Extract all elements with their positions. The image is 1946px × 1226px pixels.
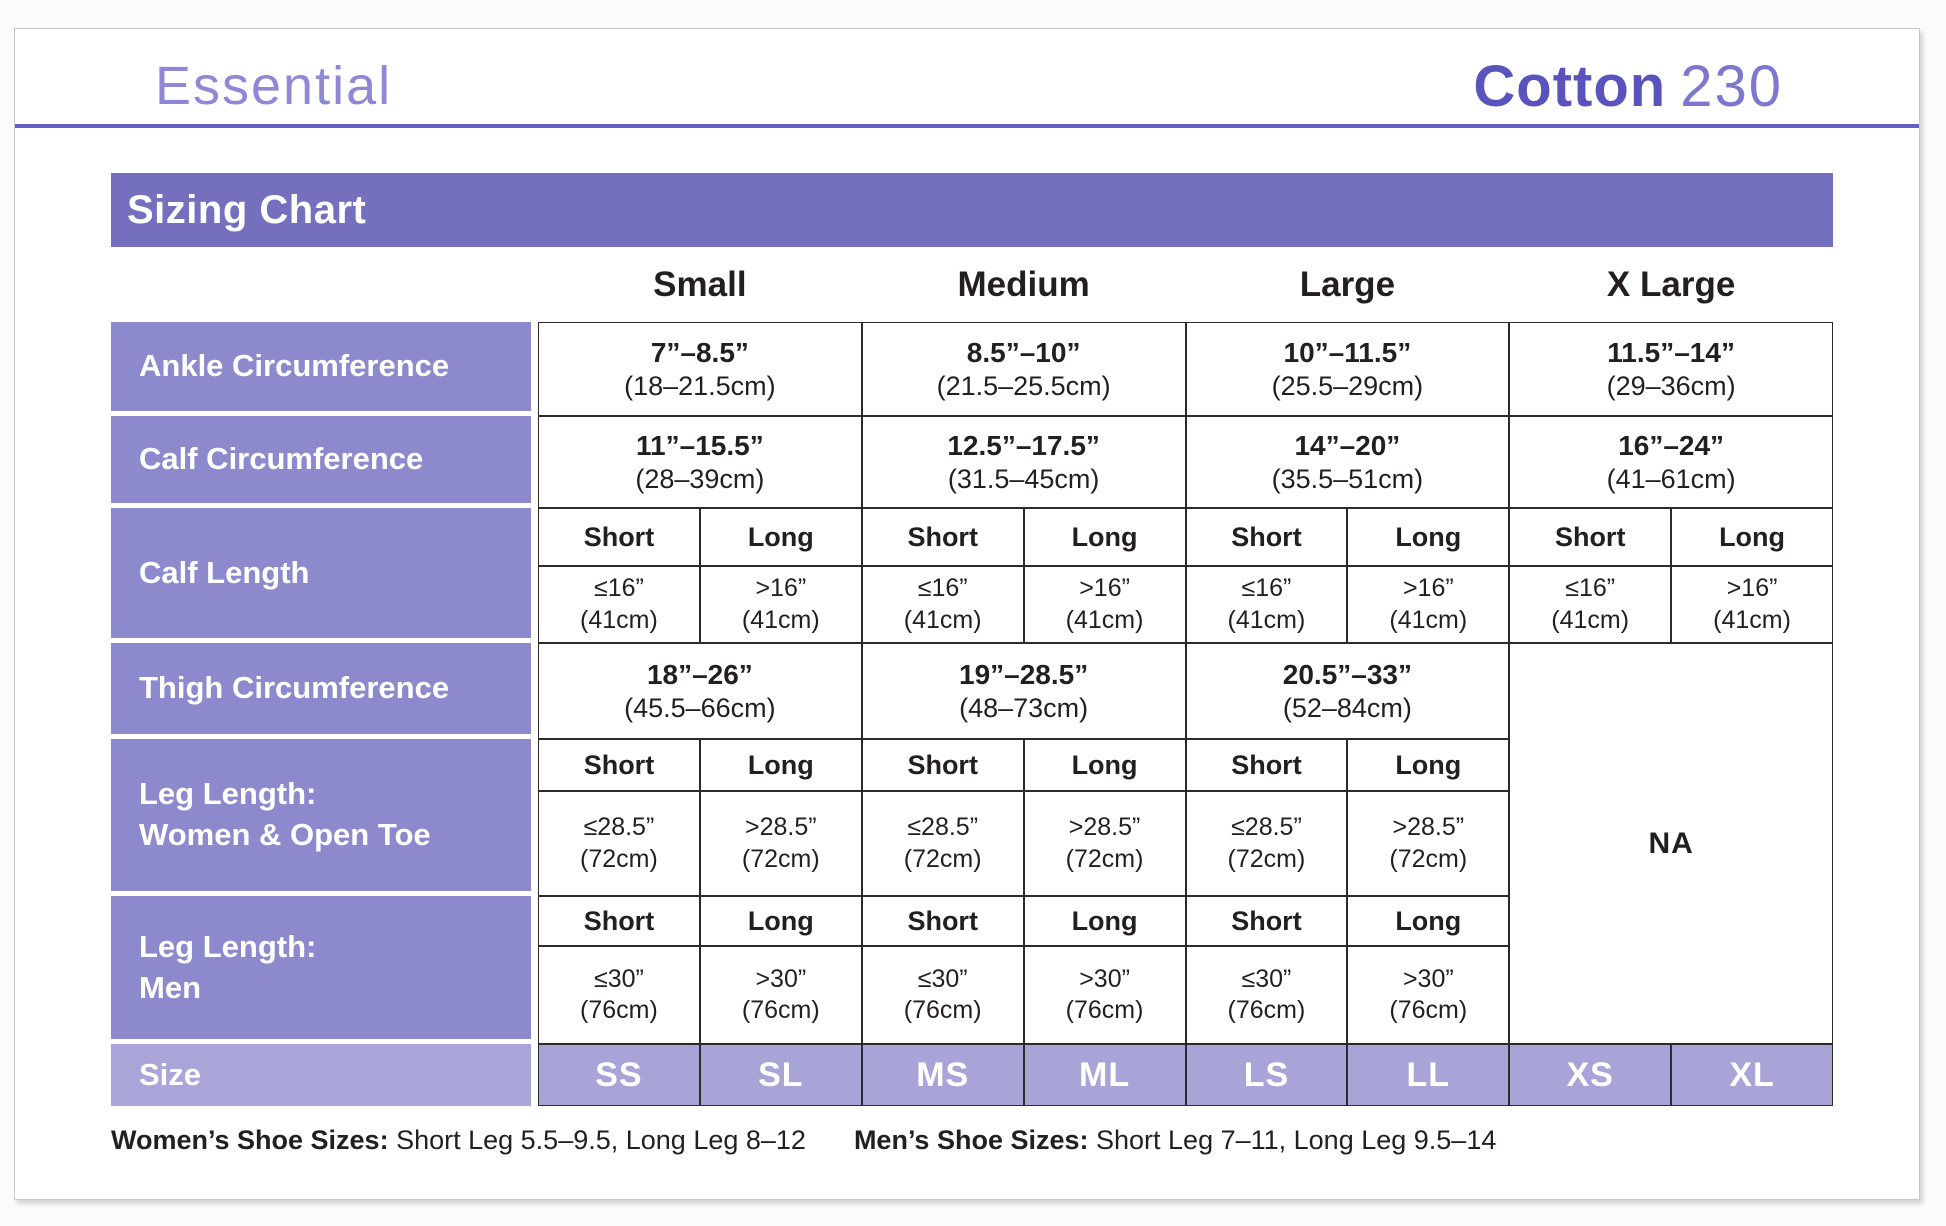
sizing-table: [111, 322, 1833, 1106]
calf-length-medium-long-header: Long: [1024, 508, 1186, 566]
calf-length-medium-short-header: Short: [862, 508, 1024, 566]
calf-length-large-long-value: >16” (41cm): [1347, 566, 1509, 643]
ankle-xlarge-value: 11.5”–14” (29–36cm): [1509, 322, 1833, 416]
row-label-calf-length: [111, 508, 538, 643]
leg-men-medium-short-value: ≤30” (76cm): [862, 946, 1024, 1044]
leg-women-large-short-value: ≤28.5” (72cm): [1186, 791, 1348, 896]
calf-length-small-short-header: Short: [538, 508, 700, 566]
leg-women-large-short-header: Short: [1186, 739, 1348, 791]
calf-length-medium-long-value: >16” (41cm): [1024, 566, 1186, 643]
leg-women-medium-long-header: Long: [1024, 739, 1186, 791]
column-header-small: Small: [653, 264, 747, 304]
column-header-xlarge: X Large: [1606, 264, 1736, 304]
row-label-ankle-circumference: [111, 322, 538, 416]
leg-men-medium-long-header: Long: [1024, 896, 1186, 946]
leg-men-small-short-value: ≤30” (76cm): [538, 946, 700, 1044]
leg-women-small-short-header: Short: [538, 739, 700, 791]
row-label-size: [111, 1044, 538, 1106]
leg-women-medium-short-value: ≤28.5” (72cm): [862, 791, 1024, 896]
thigh-small-value: 18”–26” (45.5–66cm): [538, 643, 862, 739]
document-page: [14, 28, 1920, 1200]
size-cell-ml: ML: [1024, 1044, 1186, 1106]
product-title: [1473, 53, 1783, 120]
column-header-medium: Medium: [957, 264, 1090, 304]
thigh-medium-value: 19”–28.5” (48–73cm): [862, 643, 1186, 739]
size-cell-ll: LL: [1347, 1044, 1509, 1106]
calf-length-large-short-value: ≤16” (41cm): [1186, 566, 1348, 643]
calf-length-small-short-value: ≤16” (41cm): [538, 566, 700, 643]
calf-length-medium-short-value: ≤16” (41cm): [862, 566, 1024, 643]
calf-length-large-short-header: Short: [1186, 508, 1348, 566]
leg-men-large-long-header: Long: [1347, 896, 1509, 946]
row-label-text: Leg Length:: [139, 928, 317, 964]
row-label-text: Leg Length:: [139, 776, 317, 812]
calf-length-small-long-header: Long: [700, 508, 862, 566]
women-shoe-sizes: Women’s Shoe Sizes: Short Leg 5.5–9.5, Long Leg 8–12: [111, 1125, 806, 1155]
leg-women-small-long-header: Long: [700, 739, 862, 791]
leg-men-small-short-header: Short: [538, 896, 700, 946]
size-cell-sl: SL: [700, 1044, 862, 1106]
brand-title: Essential: [155, 56, 393, 116]
leg-men-medium-long-value: >30” (76cm): [1024, 946, 1186, 1044]
row-label-text: Thigh Circumference: [139, 670, 450, 706]
men-shoe-sizes: Men’s Shoe Sizes: Short Leg 7–11, Long Leg 9.5–14: [853, 1125, 1497, 1155]
row-label-calf-circumference: [111, 416, 538, 508]
calf-length-small-long-value: >16” (41cm): [700, 566, 862, 643]
size-column-headers: [111, 247, 1833, 322]
product-name: Cotton: [1473, 54, 1667, 119]
calf-length-xlarge-long-header: Long: [1671, 508, 1833, 566]
sizing-chart-banner: [111, 173, 1833, 247]
thigh-large-value: 20.5”–33” (52–84cm): [1186, 643, 1510, 739]
size-cell-xl: XL: [1671, 1044, 1833, 1106]
calf-length-xlarge-long-value: >16” (41cm): [1671, 566, 1833, 643]
leg-women-medium-short-header: Short: [862, 739, 1024, 791]
row-label-text: Men: [139, 969, 201, 1005]
calf-length-large-long-header: Long: [1347, 508, 1509, 566]
leg-men-small-long-header: Long: [700, 896, 862, 946]
calf-small-value: 11”–15.5” (28–39cm): [538, 416, 862, 508]
calf-large-value: 14”–20” (35.5–51cm): [1186, 416, 1510, 508]
shoe-sizes-footnote: [111, 1125, 1506, 1156]
column-header-large: Large: [1299, 264, 1396, 304]
calf-length-xlarge-short-value: ≤16” (41cm): [1509, 566, 1671, 643]
row-label-leg-length-women: [111, 739, 538, 896]
leg-men-medium-short-header: Short: [862, 896, 1024, 946]
calf-medium-value: 12.5”–17.5” (31.5–45cm): [862, 416, 1186, 508]
size-cell-ss: SS: [538, 1044, 700, 1106]
leg-men-large-short-value: ≤30” (76cm): [1186, 946, 1348, 1044]
ankle-large-value: 10”–11.5” (25.5–29cm): [1186, 322, 1510, 416]
size-cell-ls: LS: [1186, 1044, 1348, 1106]
row-label-leg-length-men: [111, 896, 538, 1044]
size-cell-ms: MS: [862, 1044, 1024, 1106]
row-label-text: Calf Length: [139, 554, 310, 590]
leg-men-large-long-value: >30” (76cm): [1347, 946, 1509, 1044]
ankle-small-value: 7”–8.5” (18–21.5cm): [538, 322, 862, 416]
leg-women-small-short-value: ≤28.5” (72cm): [538, 791, 700, 896]
size-cell-xs: XS: [1509, 1044, 1671, 1106]
leg-women-medium-long-value: >28.5” (72cm): [1024, 791, 1186, 896]
row-label-text: Calf Circumference: [139, 441, 424, 477]
leg-men-small-long-value: >30” (76cm): [700, 946, 862, 1044]
leg-women-small-long-value: >28.5” (72cm): [700, 791, 862, 896]
header-divider-rule: [15, 124, 1919, 128]
ankle-medium-value: 8.5”–10” (21.5–25.5cm): [862, 322, 1186, 416]
xlarge-na-cell: NA: [1509, 643, 1833, 1044]
sizing-chart-title: Sizing Chart: [127, 187, 367, 232]
leg-women-large-long-value: >28.5” (72cm): [1347, 791, 1509, 896]
leg-men-large-short-header: Short: [1186, 896, 1348, 946]
calf-xlarge-value: 16”–24” (41–61cm): [1509, 416, 1833, 508]
row-label-text: Ankle Circumference: [139, 348, 450, 384]
product-number: 230: [1680, 54, 1783, 119]
calf-length-xlarge-short-header: Short: [1509, 508, 1671, 566]
row-label-text: Women & Open Toe: [139, 817, 431, 852]
row-label-thigh-circumference: [111, 643, 538, 739]
row-label-text: Size: [139, 1056, 202, 1092]
leg-women-large-long-header: Long: [1347, 739, 1509, 791]
